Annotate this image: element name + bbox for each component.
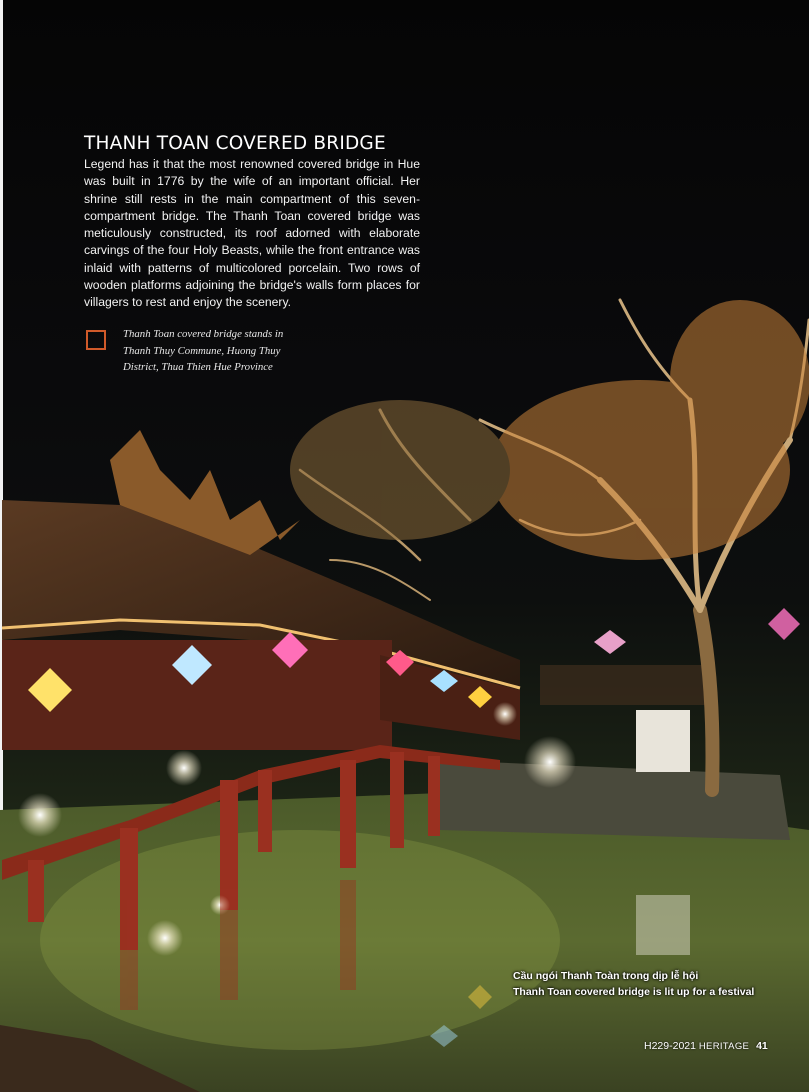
article-body: Legend has it that the most renowned covered bridge in Hue was built in 1776 by the wife of an important official. Her shrine still rests in the main compartment of this seven-compartment bridge. The Thanh Toan covered bridge was meticulously constructed, its roof adorned with elaborate carvings of the four Holy Beasts, while the front entrance was inlaid with patterns of multicolored porcelain. Two rows of wooden platforms adjoining the bridge's walls form places for villagers to rest and enjoy the scenery. [84, 157, 420, 310]
water-glow [40, 830, 560, 1050]
location-caption: Thanh Toan covered bridge stands in Thanh Thuy Commune, Huong Thuy District, Thua Thien Hue Province [123, 328, 284, 373]
photo-caption-vi: Cầu ngói Thanh Toàn trong dịp lễ hội [513, 970, 699, 982]
foliage [290, 300, 809, 560]
photo-caption [513, 968, 783, 1000]
magazine-brand: HERITAGE [698, 1041, 750, 1052]
stone-embankment [440, 760, 790, 840]
shrine-block [636, 710, 690, 772]
caption-marker-icon [86, 330, 106, 350]
far-house [540, 665, 710, 705]
page-number: 41 [756, 1040, 768, 1052]
page-footer [644, 1040, 768, 1052]
issue-number: H229-2021 [644, 1040, 696, 1052]
article-title: THANH TOAN COVERED BRIDGE [84, 133, 386, 154]
photo-caption-en: Thanh Toan covered bridge is lit up for a festival [513, 986, 755, 998]
